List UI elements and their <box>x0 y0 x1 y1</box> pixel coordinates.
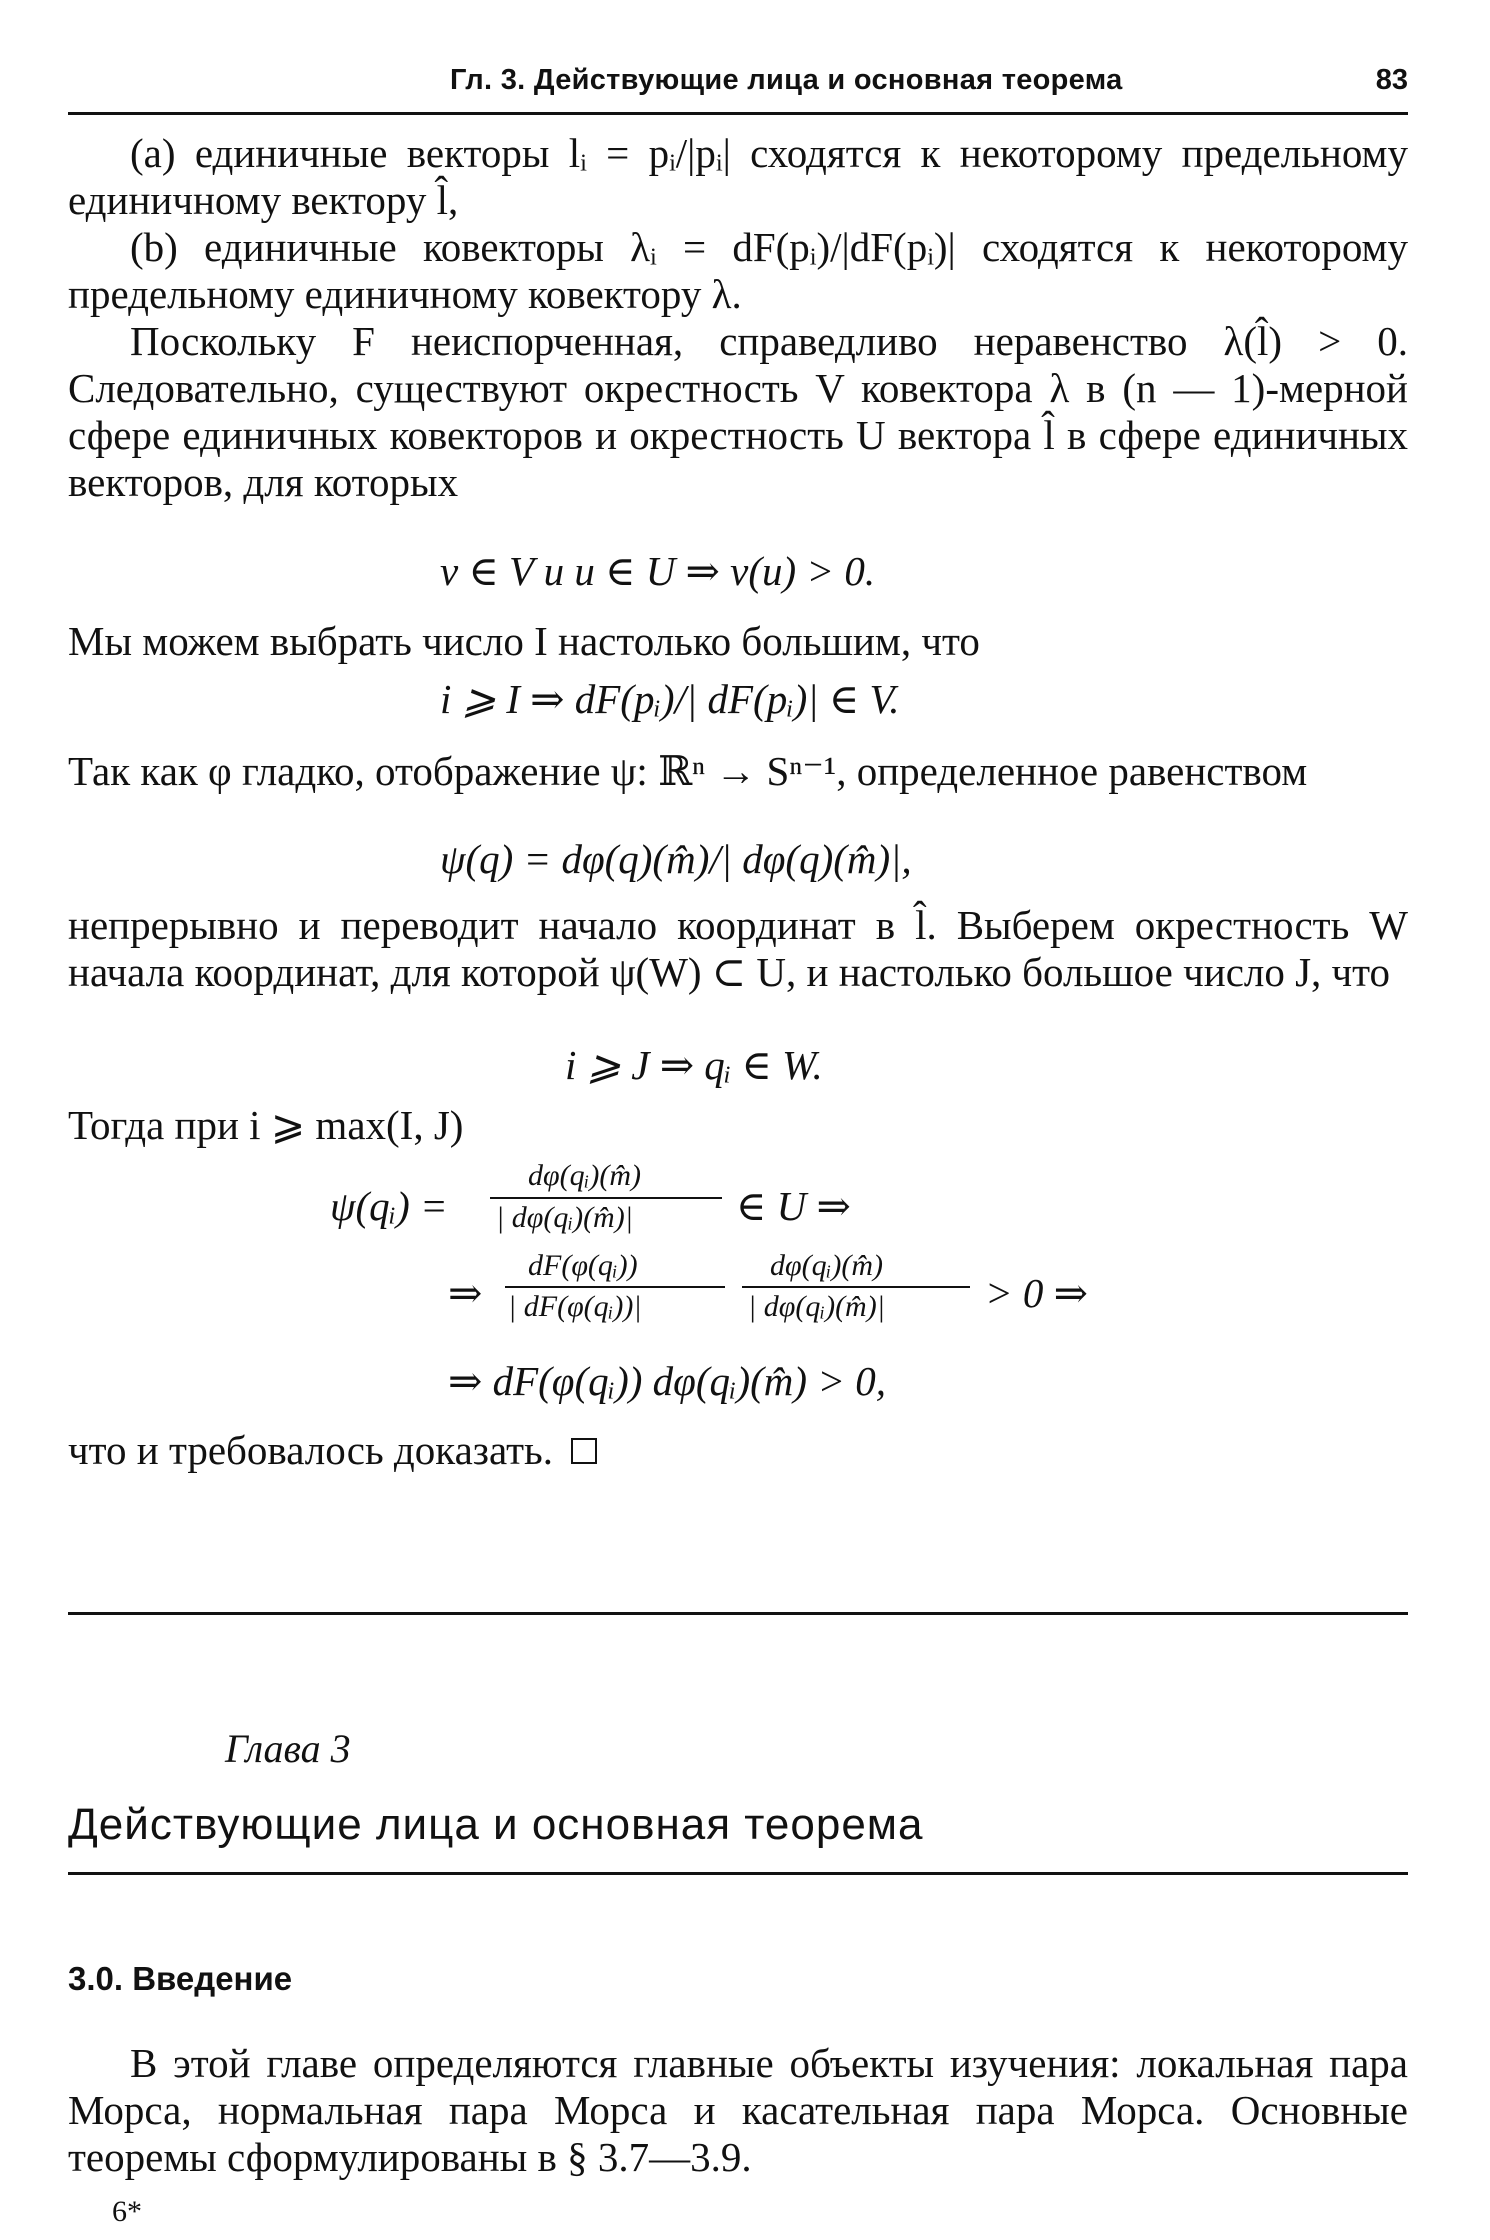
equation-line2-rhs: > 0 ⇒ <box>985 1270 1089 1316</box>
signature-mark: 6* <box>112 2195 142 2228</box>
equation-line2-denominator-1: | dF(φ(qᵢ))| <box>508 1290 642 1323</box>
proof-closing-text: что и требовалось доказать. <box>68 1427 553 1473</box>
formula-neighborhood: v ∈ V и u ∈ U ⇒ v(u) > 0. <box>440 548 876 594</box>
section-intro-paragraph: В этой главе определяются главные объекты изучения: локальная пара Морса, нормальная пара Морса и касательная пара Морса. Основные теоремы сформулированы в § 3.7—3.9. <box>68 2040 1408 2180</box>
chapter-separator-rule <box>68 1612 1408 1615</box>
equation-line1-rhs: ∈ U ⇒ <box>736 1183 851 1229</box>
chapter-title-rule <box>68 1872 1408 1875</box>
formula-choose-j: i ⩾ J ⇒ qᵢ ∈ W. <box>565 1042 823 1088</box>
equation-line2-numerator-2: dφ(qᵢ)(m̂) <box>770 1249 883 1282</box>
running-header <box>68 60 1408 116</box>
header-rule <box>68 112 1408 115</box>
equation-line3: ⇒ dF(φ(qᵢ)) dφ(qᵢ)(m̂) > 0, <box>448 1358 886 1404</box>
equation-line1-numerator: dφ(qᵢ)(m̂) <box>528 1159 641 1192</box>
proof-paragraph-then: Тогда при i ⩾ max(I, J) <box>68 1102 464 1148</box>
page-number: 83 <box>1375 64 1408 96</box>
section-title: 3.0. Введение <box>68 1960 293 1997</box>
equation-line2-fraction-bar-1 <box>505 1286 725 1288</box>
formula-choose-i: i ⩾ I ⇒ dF(pᵢ)/| dF(pᵢ)| ∈ V. <box>440 676 900 722</box>
proof-paragraph-choose: Мы можем выбрать число I настолько большим, что <box>68 618 980 664</box>
chapter-label: Глава 3 <box>225 1726 351 1771</box>
proof-closing <box>68 1427 1408 1474</box>
equation-line1-fraction-bar <box>490 1197 722 1199</box>
proof-paragraph-continuous: непрерывно и переводит начало координат в l̂. Выберем окрестность W начала координат, для которой ψ(W) ⊂ U, и настолько большое число J, что <box>68 902 1408 995</box>
proof-item-a: (a) единичные векторы lᵢ = pᵢ/|pᵢ| сходятся к некоторому предельному единичному вектору l̂, <box>68 130 1408 223</box>
equation-line2-fraction-bar-2 <box>742 1286 970 1288</box>
proof-paragraph-since: Поскольку F неиспорченная, справедливо неравенство λ(l̂) > 0. Следовательно, существуют окрестность V ковектора λ в (n — 1)-мерной сфере единичных ковекторов и окрестность U вектора l̂ в сфере единичных векторов, для которых <box>68 318 1408 505</box>
equation-line2-arrow: ⇒ <box>448 1270 483 1316</box>
running-header-title: Гл. 3. Действующие лица и основная теорема <box>450 64 1123 96</box>
qed-square-icon <box>571 1438 597 1464</box>
equation-line1-denominator: | dφ(qᵢ)(m̂)| <box>496 1201 633 1234</box>
proof-paragraph-smooth: Так как φ гладко, отображение ψ: ℝⁿ → Sⁿ⁻¹, определенное равенством <box>68 748 1308 794</box>
equation-line2-denominator-2: | dφ(qᵢ)(m̂)| <box>748 1290 885 1323</box>
formula-psi-definition: ψ(q) = dφ(q)(m̂)/| dφ(q)(m̂)|, <box>440 836 912 882</box>
proof-item-b: (b) единичные ковекторы λᵢ = dF(pᵢ)/|dF(pᵢ)| сходятся к некоторому предельному единичному ковектору λ. <box>68 224 1408 317</box>
equation-line1-lhs: ψ(qᵢ) = <box>330 1183 448 1229</box>
chapter-title: Действующие лица и основная теорема <box>68 1800 924 1849</box>
equation-line2-numerator-1: dF(φ(qᵢ)) <box>528 1249 638 1282</box>
